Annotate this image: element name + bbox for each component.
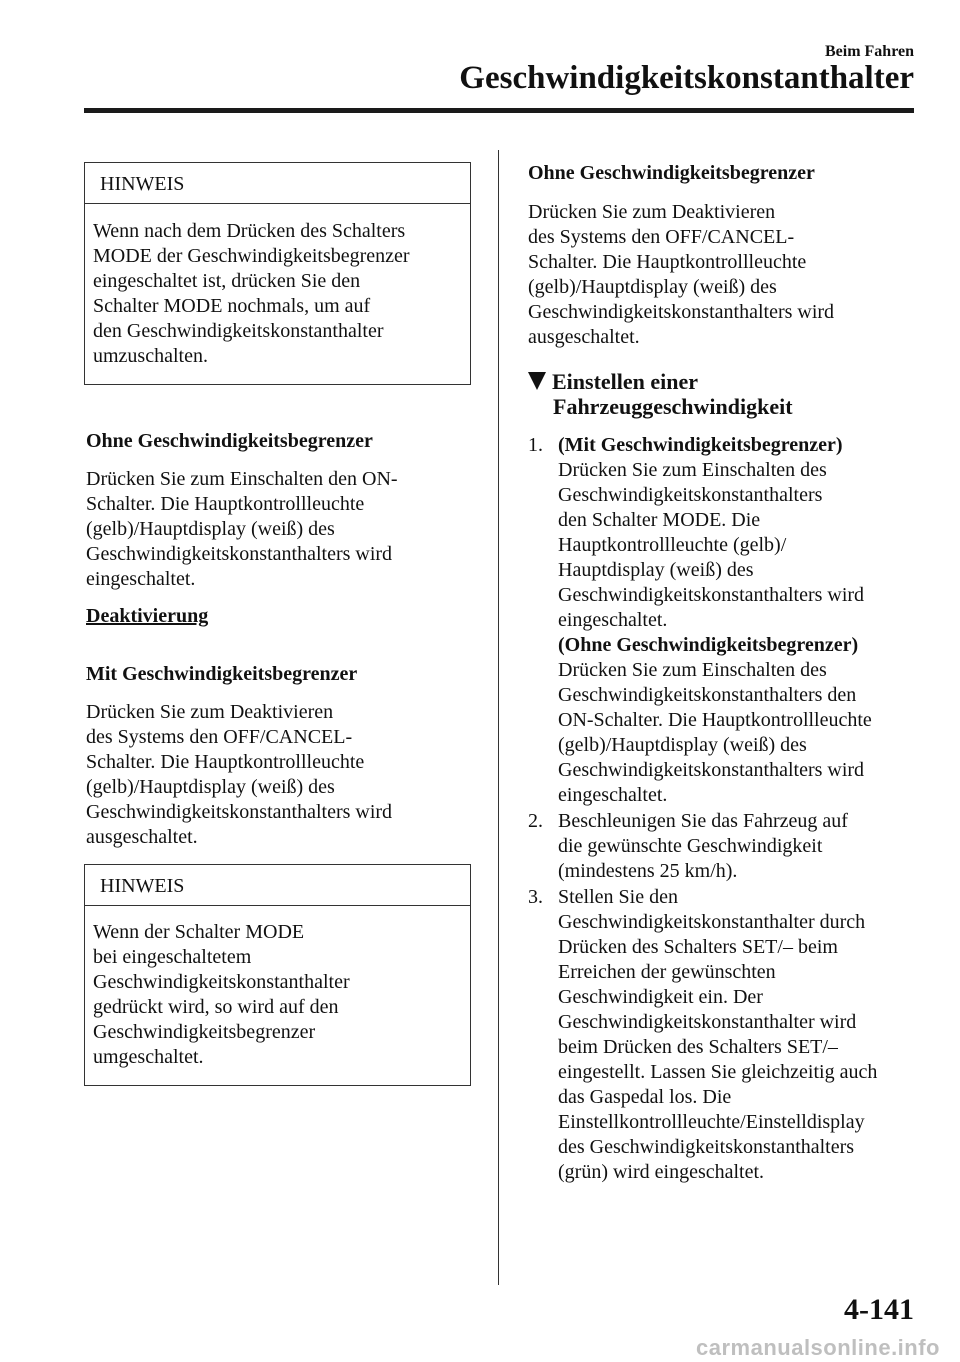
text-line: Hauptkontrollleuchte (gelb)/ (558, 534, 787, 556)
header-rule (84, 108, 914, 113)
text-line: Schalter. Die Hauptkontrollleuchte (528, 251, 807, 273)
text-line: Drücken Sie zum Einschalten des (558, 459, 827, 481)
note-heading: HINWEIS (85, 865, 470, 906)
list-number: 1. (528, 434, 543, 456)
step-label: (Mit Geschwindigkeitsbegrenzer) (558, 434, 843, 456)
list-item-step-2 (528, 809, 918, 884)
text-line: Hauptdisplay (weiß) des (558, 559, 754, 581)
triangle-down-icon (528, 372, 546, 390)
text-line: Geschwindigkeitskonstanthalters wird (86, 801, 393, 823)
text-line: das Gaspedal los. Die (558, 1086, 732, 1108)
text-line: Geschwindigkeitskonstanthalters wird (86, 543, 393, 565)
text-line: des Geschwindigkeitskonstanthalters (558, 1136, 855, 1158)
note-line: umzuschalten. (93, 345, 208, 367)
text-line: (gelb)/Hauptdisplay (weiß) des (528, 276, 777, 298)
note-box-2 (84, 864, 471, 1086)
note-line: Wenn der Schalter MODE (93, 921, 305, 943)
list-item-step-1 (528, 433, 918, 808)
text-line: den Schalter MODE. Die (558, 509, 761, 531)
note-line: den Geschwindigkeitskonstanthalter (93, 320, 384, 342)
section-heading-line: Einstellen einer (552, 369, 699, 394)
text-line: Geschwindigkeit ein. Der (558, 986, 763, 1008)
note-line: Geschwindigkeitskonstanthalter (93, 971, 350, 993)
note-line: umgeschaltet. (93, 1046, 204, 1068)
note-line: bei eingeschaltetem (93, 946, 252, 968)
note-body (85, 906, 470, 1070)
text-line: ausgeschaltet. (86, 826, 198, 848)
note-line: gedrückt wird, so wird auf den (93, 996, 339, 1018)
note-line: Geschwindigkeitsbegrenzer (93, 1021, 316, 1043)
list-number: 3. (528, 886, 543, 908)
column-divider (498, 150, 499, 1285)
text-line: (gelb)/Hauptdisplay (weiß) des (558, 734, 807, 756)
page-number: 4-141 (844, 1293, 914, 1326)
note-box-1 (84, 162, 471, 385)
text-line: Geschwindigkeitskonstanthalter durch (558, 911, 866, 933)
section-heading (528, 369, 793, 419)
text-line: (grün) wird eingeschaltet. (558, 1161, 765, 1183)
paragraph-deactivate-without-limiter (528, 200, 834, 350)
note-line: MODE der Geschwindigkeitsbegrenzer (93, 245, 410, 267)
text-line: (gelb)/Hauptdisplay (weiß) des (86, 518, 335, 540)
text-line: Geschwindigkeitskonstanthalters wird (528, 301, 835, 323)
note-heading: HINWEIS (85, 163, 470, 204)
text-line: Geschwindigkeitskonstanthalters (558, 484, 823, 506)
text-line: Geschwindigkeitskonstanthalter wird (558, 1011, 857, 1033)
step-label: (Ohne Geschwindigkeitsbegrenzer) (558, 634, 859, 656)
text-line: Drücken Sie zum Deaktivieren (528, 201, 776, 223)
text-line: Schalter. Die Hauptkontrollleuchte (86, 493, 365, 515)
subheading-with-limiter: Mit Geschwindigkeitsbegrenzer (86, 663, 358, 685)
note-line: eingeschaltet ist, drücken Sie den (93, 270, 361, 292)
paragraph-deactivate-with-limiter (86, 700, 392, 850)
text-line: Drücken Sie zum Deaktivieren (86, 701, 334, 723)
note-line: Wenn nach dem Drücken des Schalters (93, 220, 406, 242)
heading-deactivation: Deaktivierung (86, 605, 209, 627)
text-line: Drücken des Schalters SET/‒ beim (558, 936, 838, 958)
text-line: eingeschaltet. (86, 568, 196, 590)
text-line: Stellen Sie den (558, 886, 678, 908)
subheading-without-limiter: Ohne Geschwindigkeitsbegrenzer (86, 430, 373, 452)
text-line: Erreichen der gewünschten (558, 961, 776, 983)
text-line: des Systems den OFF/CANCEL- (528, 226, 795, 248)
text-line: (mindestens 25 km/h). (558, 860, 738, 882)
text-line: Einstellkontrollleuchte/Einstelldisplay (558, 1111, 865, 1133)
list-number: 2. (528, 810, 543, 832)
text-line: die gewünschte Geschwindigkeit (558, 835, 823, 857)
note-line: Schalter MODE nochmals, um auf (93, 295, 371, 317)
page-title: Geschwindigkeitskonstanthalter (459, 60, 914, 96)
text-line: eingeschaltet. (558, 784, 668, 806)
text-line: des Systems den OFF/CANCEL- (86, 726, 353, 748)
text-line: Drücken Sie zum Einschalten des (558, 659, 827, 681)
text-line: Drücken Sie zum Einschalten den ON- (86, 468, 398, 490)
text-line: ausgeschaltet. (528, 326, 640, 348)
text-line: Geschwindigkeitskonstanthalters den (558, 684, 857, 706)
header-section-label: Beim Fahren (824, 43, 914, 60)
watermark: carmanualsonline.info (696, 1335, 940, 1360)
section-heading-line: Fahrzeuggeschwindigkeit (553, 394, 793, 419)
subheading-without-limiter-deactivate: Ohne Geschwindigkeitsbegrenzer (528, 162, 815, 184)
text-line: ON-Schalter. Die Hauptkontrollleuchte (558, 709, 872, 731)
note-body (85, 204, 470, 369)
list-item-step-3 (528, 885, 918, 1185)
text-line: Geschwindigkeitskonstanthalters wird (558, 759, 865, 781)
text-line: beim Drücken des Schalters SET/‒ (558, 1036, 838, 1058)
text-line: Geschwindigkeitskonstanthalters wird (558, 584, 865, 606)
text-line: eingeschaltet. (558, 609, 668, 631)
text-line: Beschleunigen Sie das Fahrzeug auf (558, 810, 848, 832)
text-line: eingestellt. Lassen Sie gleichzeitig auch (558, 1061, 878, 1083)
text-line: Schalter. Die Hauptkontrollleuchte (86, 751, 365, 773)
text-line: (gelb)/Hauptdisplay (weiß) des (86, 776, 335, 798)
paragraph-activate-without-limiter (86, 467, 398, 592)
